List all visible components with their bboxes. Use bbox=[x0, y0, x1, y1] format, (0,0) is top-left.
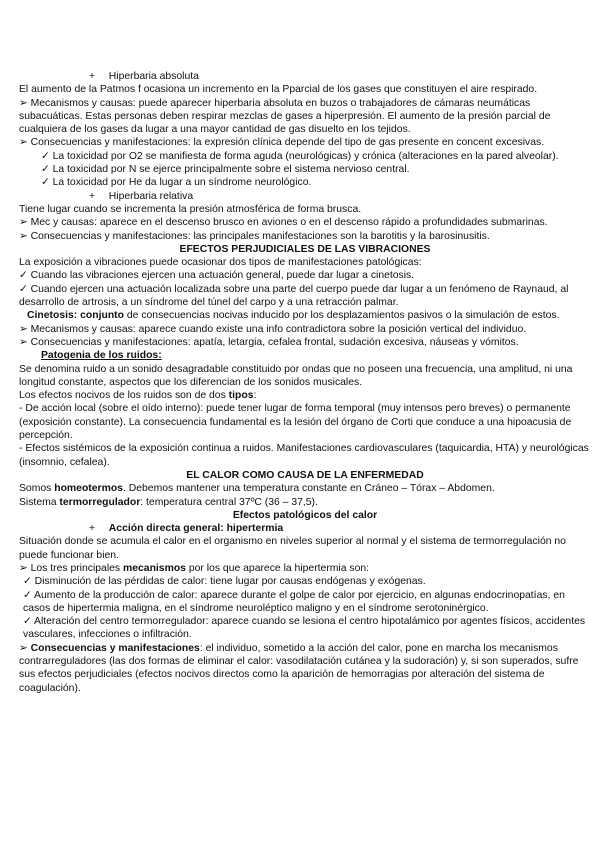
arrow-bullet-icon: ➢ bbox=[19, 323, 31, 335]
arrow-item: ➢ Consecuencias y manifestaciones: la expresión clínica depende del tipo de gas presente en concent excesivas. bbox=[19, 137, 545, 149]
arrow-bullet-icon: ➢ bbox=[19, 137, 31, 149]
check-icon: ✓ bbox=[41, 177, 53, 189]
check-icon: ✓ bbox=[23, 616, 35, 628]
check-icon: ✓ bbox=[19, 270, 31, 282]
arrow-item: ➢ Mec y causas: aparece en el descenso brusco en aviones o en el descenso rápido a profundidades submarinas. bbox=[19, 217, 548, 229]
paragraph: Los efectos nocivos de los ruidos son de dos tipos: bbox=[19, 390, 257, 402]
paragraph: Tiene lugar cuando se incrementa la presión atmosférica de forma brusca. bbox=[19, 203, 362, 215]
section-subtitle-efectos-calor: Efectos patológicos del calor bbox=[232, 509, 378, 521]
arrow-bullet-icon: ➢ bbox=[19, 97, 31, 109]
arrow-bullet-icon: ➢ bbox=[19, 562, 31, 574]
check-item: ✓ Cuando ejercen una actuación localizada sobre una parte del cuerpo puede dar lugar a un fenómeno de Raynaud, al desarrollo de artrosis, a un síndrome del túnel del carpo y a una retracción palmar. bbox=[19, 283, 569, 309]
paragraph: El aumento de la Patmos f ocasiona un incremento en la Pparcial de los gases que constituyen el aire respirado. bbox=[19, 84, 538, 96]
document-page bbox=[19, 70, 591, 695]
check-icon: ✓ bbox=[41, 164, 53, 176]
paragraph: - Efectos sistémicos de la exposición continua a ruidos. Manifestaciones cardiovasculares (taquicardia, HTA) y neurológicas (insomnio, cefalea). bbox=[19, 443, 589, 468]
check-item: ✓ La toxicidad por N se ejerce principalmente sobre el sistema nervioso central. bbox=[41, 164, 410, 176]
check-icon: ✓ bbox=[19, 283, 31, 295]
check-item: ✓ Alteración del centro termorregulador: aparece cuando se lesiona el centro hipotalámico por agentes físicos, accidentes vasculares, infecciones o infiltración. bbox=[23, 616, 586, 641]
paragraph: Somos homeotermos. Debemos mantener una temperatura constante en Cráneo – Tórax – Abdomen. bbox=[19, 483, 495, 495]
bullet-hiperbaria-relativa: + Hiperbaria relativa bbox=[89, 190, 194, 202]
bullet-hipertermia: + Acción directa general: hipertermia bbox=[89, 523, 284, 535]
check-item: ✓ Disminución de las pérdidas de calor: tiene lugar por causas endógenas y exógenas. bbox=[23, 576, 426, 588]
arrow-item: ➢ Mecanismos y causas: aparece cuando existe una info contradictora sobre la posición vertical del individuo. bbox=[19, 323, 527, 335]
subheading-ruidos: Patogenia de los ruidos: bbox=[41, 350, 162, 362]
paragraph: - De acción local (sobre el oído interno): puede tener lugar de forma temporal (muy intensos pero breves) o permanente (exposición constante). La consecuencia fundamental es la lesión del órgano de Corti que conduce a una hipoacusia de percepción. bbox=[19, 403, 572, 442]
arrow-bullet-icon: ➢ bbox=[19, 336, 31, 348]
check-icon: ✓ bbox=[23, 576, 35, 588]
plus-bullet-icon: + bbox=[89, 71, 96, 82]
paragraph: Se denomina ruido a un sonido desagradable constituido por ondas que no poseen una frecuencia, una amplitud, ni una longitud constante, aspectos que los diferencian de los sonidos musicales. bbox=[19, 363, 573, 388]
paragraph: La exposición a vibraciones puede ocasionar dos tipos de manifestaciones patológicas: bbox=[19, 257, 422, 269]
plus-bullet-icon: + bbox=[89, 190, 96, 202]
arrow-item: ➢ Consecuencias y manifestaciones: las principales manifestaciones son la barotitis y la barosinusitis. bbox=[19, 230, 490, 242]
paragraph: Sistema termorregulador: temperatura central 37ºC (36 – 37,5). bbox=[19, 496, 318, 508]
section-title-vibraciones: EFECTOS PERJUDICIALES DE LAS VIBRACIONES bbox=[179, 243, 431, 255]
arrow-bullet-icon: ➢ bbox=[19, 230, 31, 242]
arrow-bullet-icon: ➢ bbox=[19, 217, 31, 229]
arrow-item: ➢ Los tres principales mecanismos por los que aparece la hipertermia son: bbox=[19, 562, 370, 574]
check-item: ✓ Aumento de la producción de calor: aparece durante el golpe de calor por ejercicio, en algunas endocrinopatías, en casos de hipertermia maligna, en el síndrome neuroléptico maligno y en el síndrome serotoninérgico. bbox=[23, 589, 565, 614]
paragraph-cinetosis: Cinetosis: conjunto de consecuencias nocivas inducido por los desplazamientos pasivos o la simulación de estos. bbox=[27, 310, 560, 322]
arrow-item: ➢ Consecuencias y manifestaciones: el individuo, sometido a la acción del calor, pone en marcha los mecanismos contrarreguladores (las dos formas de eliminar el calor: vasodilatación cutánea y la sudoración) y, si son superados, sufre sus efectos perjudiciales (efectos nocivos directos como la aparición de hemorragias por alteración del sistema de coagulación). bbox=[19, 642, 579, 694]
section-title-calor: EL CALOR COMO CAUSA DE LA ENFERMEDAD bbox=[186, 469, 424, 481]
plus-bullet-icon: + bbox=[89, 523, 96, 535]
check-icon: ✓ bbox=[41, 150, 53, 162]
arrow-item: ➢ Consecuencias y manifestaciones: apatía, letargia, cefalea frontal, sudación excesiva, náuseas y vómitos. bbox=[19, 336, 519, 348]
check-item: ✓ Cuando las vibraciones ejercen una actuación general, puede dar lugar a cinetosis. bbox=[19, 270, 415, 282]
paragraph: Situación donde se acumula el calor en el organismo en niveles superior al normal y el sistema de termorregulación no puede funcionar bien. bbox=[19, 536, 566, 561]
check-item: ✓ La toxicidad por He da lugar a un síndrome neurológico. bbox=[41, 177, 312, 189]
bullet-hiperbaria-absoluta: + Hiperbaria absoluta bbox=[89, 71, 199, 82]
check-icon: ✓ bbox=[23, 589, 35, 601]
arrow-item: ➢ Mecanismos y causas: puede aparecer hiperbaria absoluta en buzos o trabajadores de cámaras neumáticas subacuáticas. Estas personas deben respirar mezclas de gases a hiperpresión. El aumento de la presión parcial de cualquiera de los gases da lugar a una mayor cantidad de gas disuelto en los tejidos. bbox=[19, 97, 551, 136]
arrow-bullet-icon: ➢ bbox=[19, 642, 31, 654]
check-item: ✓ La toxicidad por O2 se manifiesta de forma aguda (neurológicas) y crónica (alteraciones en la pared alveolar). bbox=[41, 150, 559, 162]
